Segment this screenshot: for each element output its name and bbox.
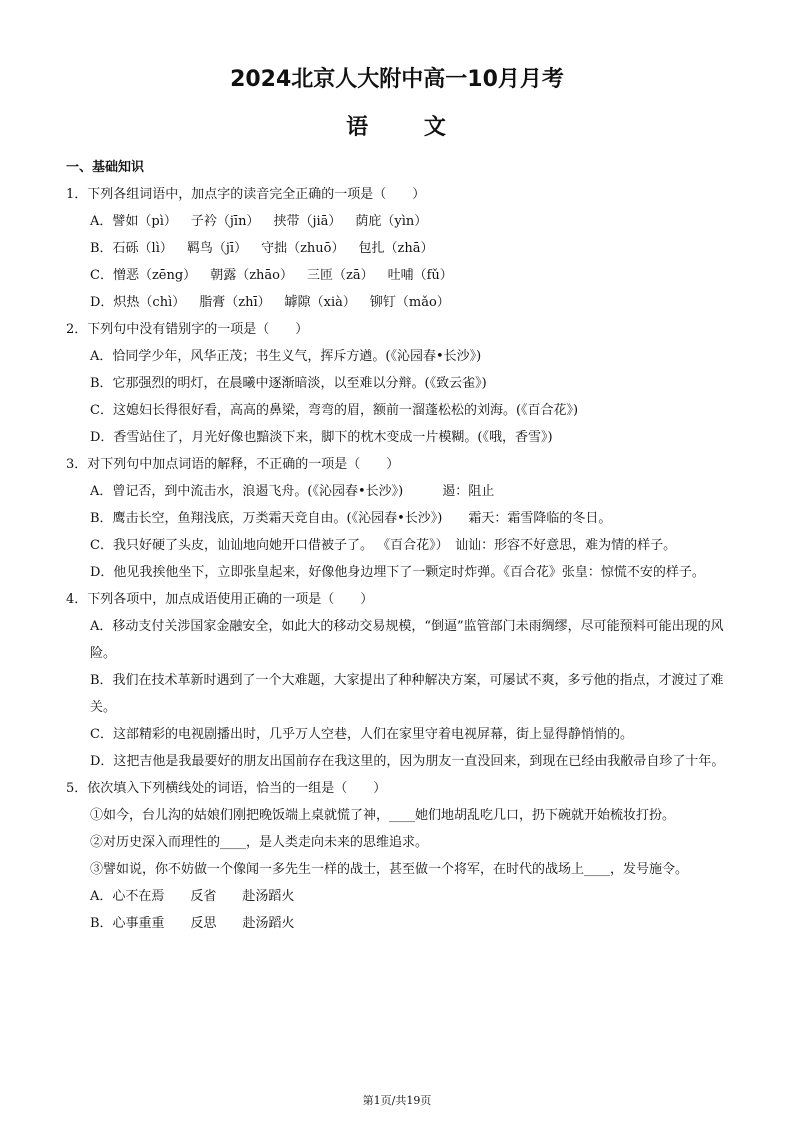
subject-char-2: 文: [423, 115, 448, 140]
option-item: C．憎恶（zēng）: [90, 268, 197, 283]
option-item: 子衿（jīn）: [190, 214, 260, 229]
question-5-stem: 5．依次填入下列横线处的词语，恰当的一组是（ ）: [66, 781, 387, 796]
subject-char-1: 语: [346, 115, 371, 140]
question-1-stem: 1．下列各组词语中，加点字的读音完全正确的一项是（ ）: [66, 187, 426, 202]
question-5-sentence-2: ②对历史深入而理性的____，是人类走向未来的思维追求。: [90, 835, 429, 850]
option-item: 铆钉（mǎo）: [369, 295, 450, 310]
question-2-option-b: B．它那强烈的明灯，在晨曦中逐渐暗淡，以至难以分辩。(《致云雀》): [90, 376, 487, 391]
question-1-option-a: [66, 208, 736, 235]
option-item: 朝露（zhāo）: [210, 268, 293, 283]
question-5-option-b: B．心事重重 反思 赴汤蹈火: [90, 916, 295, 931]
question-4-option-c: C．这部精彩的电视剧播出时，几乎万人空巷，人们在家里守着电视屏幕，街上显得静悄悄的。: [90, 727, 633, 742]
exam-title: 2024北京人大附中高一10月月考: [230, 67, 564, 92]
question-1-option-d: [66, 289, 736, 316]
question-3-option-a: A．曾记否，到中流击水，浪遏飞舟。(《沁园春•长沙》) 遏：阻止: [90, 484, 495, 499]
question-5-sentence-3: ③譬如说，你不妨做一个像闻一多先生一样的战士，甚至做一个将军，在时代的战场上____，发号施令。: [90, 862, 689, 877]
option-item: 吐哺（fǔ）: [387, 268, 453, 283]
option-item: 守拙（zhuō）: [261, 241, 345, 256]
option-item: 挟带（jiā）: [273, 214, 342, 229]
option-item: 三匝（zā）: [307, 268, 374, 283]
option-item: A．譬如（pì）: [90, 214, 177, 229]
option-item: 包扎（zhā）: [358, 241, 434, 256]
question-4-stem: 4．下列各项中，加点成语使用正确的一项是（ ）: [66, 592, 374, 607]
question-5-option-a: A．心不在焉 反省 赴汤蹈火: [90, 889, 295, 904]
subject-heading: [0, 110, 794, 141]
question-1-option-c: [66, 262, 736, 289]
option-item: 罅隙（xià）: [284, 295, 356, 310]
question-4-option-d: D．这把吉他是我最要好的朋友出国前存在我这里的，因为朋友一直没回来，到现在已经由我敝帚自珍了十年。: [90, 754, 725, 769]
question-2-option-c: C．这媳妇长得很好看，高高的鼻梁，弯弯的眉，额前一溜蓬松松的刘海。(《百合花》): [90, 403, 579, 418]
question-1-option-b: [66, 235, 736, 262]
exam-content: [66, 154, 736, 937]
question-4-option-b: B．我们在技术革新时遇到了一个大难题，大家提出了种种解决方案，可屡试不爽，多亏他的指点，才渡过了难关。: [90, 673, 724, 715]
question-2-option-a: A．恰同学少年，风华正茂；书生义气，挥斥方遒。(《沁园春•长沙》): [90, 349, 482, 364]
option-item: 荫庇（yìn）: [355, 214, 428, 229]
option-item: B．石砾（lì）: [90, 241, 173, 256]
question-3-stem: 3．对下列句中加点词语的解释，不正确的一项是（ ）: [66, 457, 400, 472]
question-3-option-c: C．我只好硬了头皮，讪讪地向她开口借被子了。 《百合花》） 讪讪：形容不好意思，难为情的样子。: [90, 538, 677, 553]
question-2-stem: 2．下列句中没有错别字的一项是（ ）: [66, 322, 309, 337]
question-4-option-a: A．移动支付关涉国家金融安全，如此大的移动交易规模，“倒逼”监管部门未雨绸缪，尽可能预料可能出现的风险。: [90, 619, 724, 661]
option-item: 脂膏（zhī）: [199, 295, 271, 310]
option-item: D．炽热（chì）: [90, 295, 186, 310]
question-2-option-d: D．香雪站住了，月光好像也黯淡下来，脚下的枕木变成一片模糊。(《哦，香雪》): [90, 430, 553, 445]
question-5-sentence-1: ①如今，台儿沟的姑娘们刚把晚饭端上桌就慌了神，____她们地胡乱吃几口，扔下碗就开始梳妆打扮。: [90, 808, 676, 823]
question-3-option-b: B．鹰击长空，鱼翔浅底，万类霜天竞自由。(《沁园春•长沙》) 霜天：霜雪降临的冬日。: [90, 511, 612, 526]
option-item: 羁鸟（jī）: [186, 241, 248, 256]
section-heading: 一、基础知识: [66, 160, 145, 175]
page-footer: 第1页/共19页: [362, 1094, 432, 1107]
question-3-option-d: D．他见我挨他坐下，立即张皇起来，好像他身边埋下了一颗定时炸弹。《百合花》张皇：惊慌不安的样子。: [90, 565, 705, 580]
